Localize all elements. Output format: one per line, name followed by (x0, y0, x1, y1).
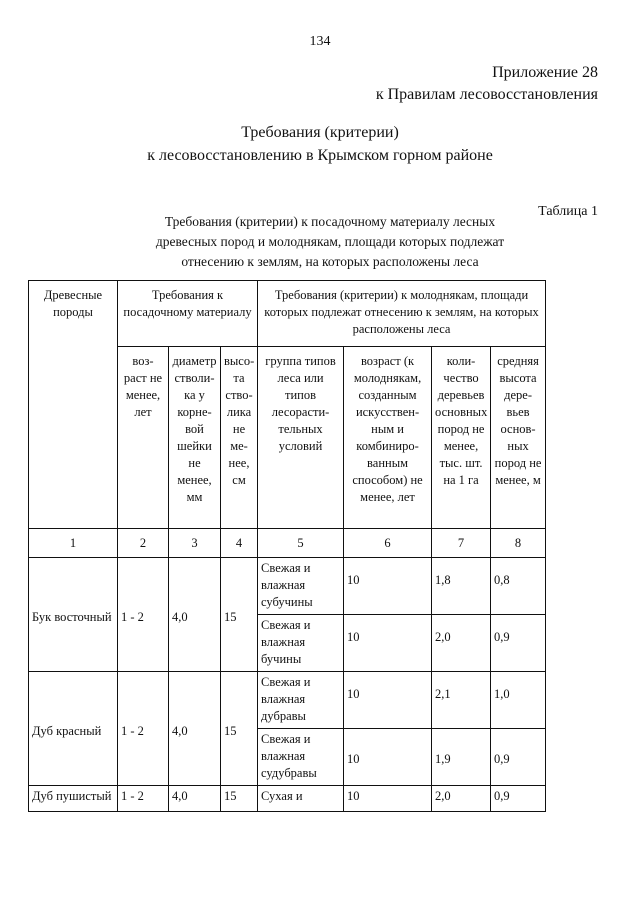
col-number: 4 (221, 529, 258, 558)
young-age-cell: 10 (344, 615, 432, 672)
col-number: 6 (344, 529, 432, 558)
header-young-age: возраст (к молоднякам, созданным искусствен- ным и комбиниро- ванным способом) не менее, лет (344, 347, 432, 529)
avg-height-cell: 1,0 (491, 672, 546, 729)
col-number: 3 (169, 529, 221, 558)
header-planting-group: Требования к посадочному материалу (118, 281, 258, 347)
requirements-table (28, 280, 546, 812)
column-number-row (29, 529, 546, 558)
forest-type-cell: Свежая и влажная судубравы (258, 729, 344, 786)
avg-height-cell: 0,9 (491, 729, 546, 786)
caption-line1: Требования (критерии) к посадочному материалу лесных (164, 214, 496, 229)
count-cell: 2,1 (432, 672, 491, 729)
col-number: 5 (258, 529, 344, 558)
count-cell: 2,0 (432, 615, 491, 672)
appendix-line1: Приложение 28 (492, 64, 598, 81)
document-heading (0, 121, 640, 167)
table-label: Таблица 1 (538, 204, 598, 219)
table-row (29, 786, 546, 812)
age-cell: 1 - 2 (118, 558, 169, 672)
avg-height-cell: 0,9 (491, 615, 546, 672)
forest-type-cell: Сухая и (258, 786, 344, 812)
diameter-cell: 4,0 (169, 558, 221, 672)
height-cell: 15 (221, 786, 258, 812)
forest-type-cell: Свежая и влажная дубравы (258, 672, 344, 729)
heading-line1: Требования (критерии) (241, 124, 399, 141)
appendix-line2: к Правилам лесовосстановления (375, 86, 598, 103)
young-age-cell: 10 (344, 729, 432, 786)
forest-type-cell: Свежая и влажная бучины (258, 615, 344, 672)
table-row (29, 558, 546, 615)
table-row (29, 672, 546, 729)
header-species: Древесные породы (29, 281, 118, 529)
header-count: коли- чество деревьев основных пород не менее, тыс. шт. на 1 га (432, 347, 491, 529)
young-age-cell: 10 (344, 786, 432, 812)
forest-type-cell: Свежая и влажная субучины (258, 558, 344, 615)
col-number: 8 (491, 529, 546, 558)
age-cell: 1 - 2 (118, 786, 169, 812)
species-cell: Дуб красный (29, 672, 118, 786)
height-cell: 15 (221, 672, 258, 786)
age-cell: 1 - 2 (118, 672, 169, 786)
appendix-block (376, 62, 598, 106)
header-row-1 (29, 281, 546, 347)
header-avg-height: средняя высота дере- вьев основ- ных пород не менее, м (491, 347, 546, 529)
col-number: 1 (29, 529, 118, 558)
header-diameter: диаметр стволи- ка у корне- вой шейки не менее, мм (169, 347, 221, 529)
diameter-cell: 4,0 (169, 786, 221, 812)
heading-line2: к лесовосстановлению в Крымском горном районе (147, 147, 493, 164)
count-cell: 2,0 (432, 786, 491, 812)
caption-line2: древесных пород и молоднякам, площади которых подлежат (155, 234, 505, 249)
caption-line3: отнесению к землям, на которых расположены леса (181, 254, 479, 269)
page-number: 134 (309, 34, 331, 49)
young-age-cell: 10 (344, 558, 432, 615)
height-cell: 15 (221, 558, 258, 672)
diameter-cell: 4,0 (169, 672, 221, 786)
count-cell: 1,9 (432, 729, 491, 786)
col-number: 7 (432, 529, 491, 558)
header-young-group: Требования (критерии) к молоднякам, площади которых подлежат отнесению к землям, на которых расположены леса (258, 281, 546, 347)
young-age-cell: 10 (344, 672, 432, 729)
species-cell: Дуб пушистый (29, 786, 118, 812)
count-cell: 1,8 (432, 558, 491, 615)
species-cell: Бук восточный (29, 558, 118, 672)
table-caption (130, 212, 530, 272)
avg-height-cell: 0,8 (491, 558, 546, 615)
header-age: воз- раст не менее, лет (118, 347, 169, 529)
col-number: 2 (118, 529, 169, 558)
avg-height-cell: 0,9 (491, 786, 546, 812)
header-height: высо- та ство- лика не ме- нее, см (221, 347, 258, 529)
header-forest-type: группа типов леса или типов лесорасти- тельных условий (258, 347, 344, 529)
